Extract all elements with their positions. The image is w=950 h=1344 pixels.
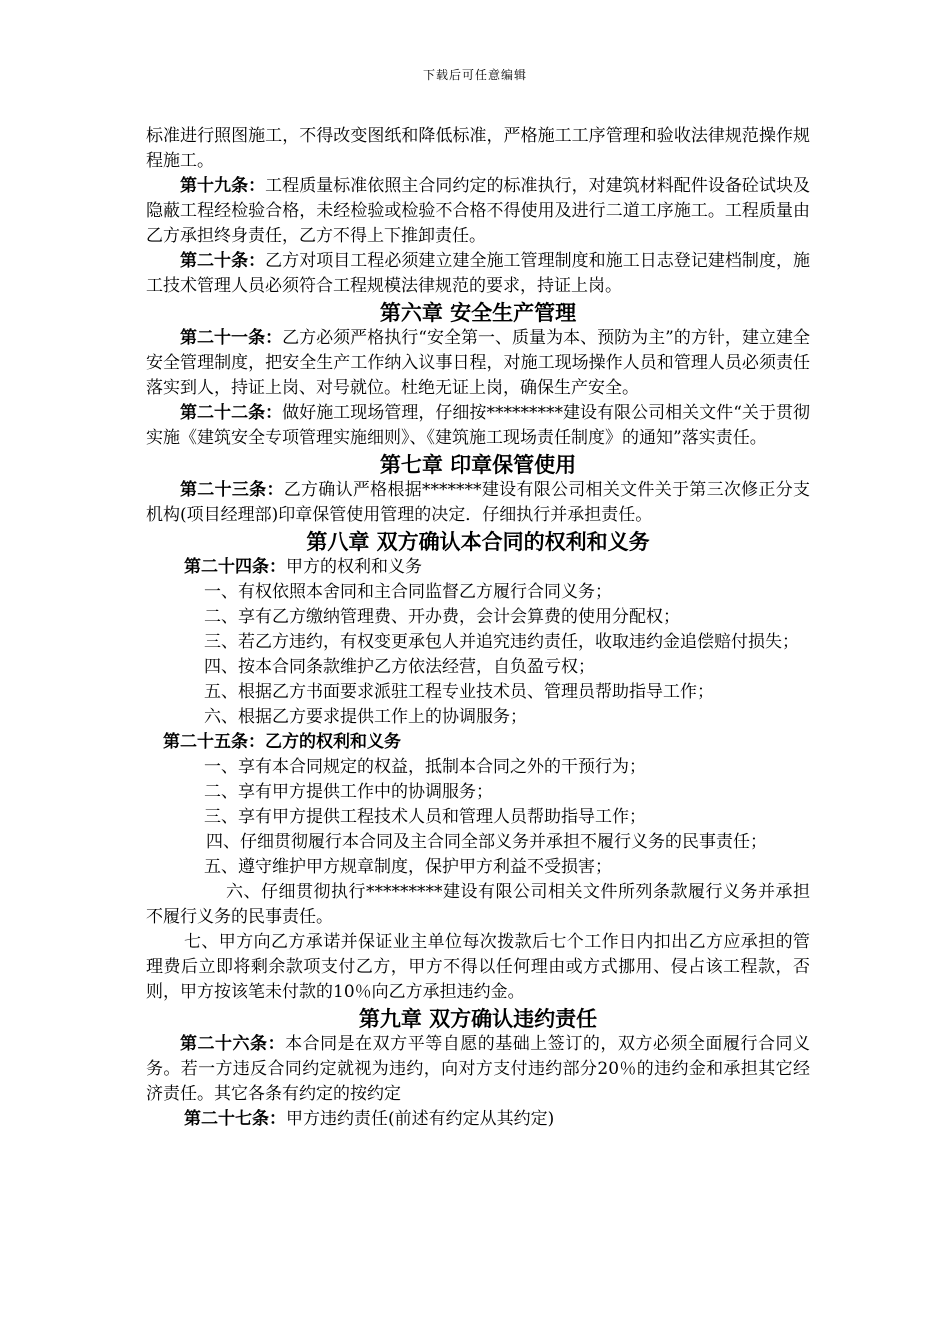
list-item: 二、享有甲方提供工作中的协调服务； bbox=[204, 782, 493, 802]
list-item: 三、享有甲方提供工程技术人员和管理人员帮助指导工作； bbox=[204, 807, 646, 827]
paragraph-continuation: 标准进行照图施工，不得改变图纸和降低标准，严格施工工序管理和验收法律规范操作规程施工。 bbox=[146, 126, 810, 171]
article-20 bbox=[146, 249, 810, 299]
article-label: 第二十七条： bbox=[184, 1109, 286, 1129]
article-21 bbox=[146, 326, 810, 401]
article-24 bbox=[146, 555, 810, 580]
article-22 bbox=[146, 401, 810, 451]
article-label: 第十九条： bbox=[180, 176, 266, 196]
article-text: 甲方违约责任(前述有约定从其约定) bbox=[286, 1109, 555, 1129]
list-item: 四、按本合同条款维护乙方依法经营，自负盈亏权； bbox=[204, 657, 595, 677]
list-item: 五、根据乙方书面要求派驻工程专业技术员、管理员帮助指导工作； bbox=[204, 682, 714, 702]
article-text: 乙方对项目工程必须建立建全施工管理制度和施工日志登记建档制度，施工技术管理人员必须符合工程规模法律规范的要求，持证上岗。 bbox=[146, 251, 811, 296]
list-item: 七、甲方向乙方承诺并保证业主单位每次拨款后七个工作日内扣出乙方应承担的管理费后立即将剩余款项支付乙方，甲方不得以任何理由或方式挪用、侵占该工程款，否则，甲方按该笔未付款的10％向乙方承担违约金。 bbox=[146, 932, 810, 1002]
list-item: 一、享有本合同规定的权益，抵制本合同之外的干预行为； bbox=[204, 757, 646, 777]
article-label: 第二十二条： bbox=[180, 403, 283, 423]
article-19 bbox=[146, 174, 810, 249]
article-text: 做好施工现场管理，仔细按*********建设有限公司相关文件“关于贯彻实施《建筑安全专项管理实施细则》、《建筑施工现场责任制度》的通知”落实责任。 bbox=[146, 403, 810, 448]
article-27 bbox=[146, 1107, 810, 1132]
article-label: 第二十一条： bbox=[180, 328, 283, 348]
list-item: 一、有权依照本舍同和主合同监督乙方履行合同义务； bbox=[204, 582, 612, 602]
article-text: 工程质量标准依照主合同约定的标准执行，对建筑材料配件设备砼试块及隐蔽工程经检验合格，未经检验或检验不合格不得使用及进行二道工序施工。工程质量由乙方承担终身责任，乙方不得上下推卸责任。 bbox=[146, 176, 811, 246]
chapter-9-heading: 第九章 双方确认违约责任 bbox=[358, 1006, 598, 1031]
article-text: 乙方确认严格根据*******建设有限公司相关文件关于第三次修正分支机构(项目经理部)印章保管使用管理的决定．仔细执行并承担责任。 bbox=[146, 480, 811, 525]
page-header: 下载后可任意编辑 bbox=[422, 68, 527, 82]
list-item: 六、根据乙方要求提供工作上的协调服务； bbox=[204, 707, 527, 727]
article-23 bbox=[146, 478, 810, 528]
article-label: 第二十三条： bbox=[180, 480, 284, 500]
list-item: 六、仔细贯彻执行*********建设有限公司相关文件所列条款履行义务并承担不履行义务的民事责任。 bbox=[146, 882, 810, 927]
chapter-6-heading: 第六章 安全生产管理 bbox=[379, 300, 577, 325]
article-25-heading: 第二十五条：乙方的权利和义务 bbox=[163, 732, 401, 752]
list-item: 五、遵守维护甲方规章制度，保护甲方利益不受损害； bbox=[204, 857, 612, 877]
list-item: 四、仔细贯彻履行本合同及主合同全部义务并承担不履行义务的民事责任； bbox=[206, 832, 767, 852]
article-text: 甲方的权利和义务 bbox=[286, 557, 422, 577]
article-label: 第二十四条： bbox=[184, 557, 286, 577]
article-text: 本合同是在双方平等自愿的基础上签订的，双方必须全面履行合同义务。若一方违反合同约定就视为违约，向对方支付违约部分20％的违约金和承担其它经济责任。其它各条有约定的按约定 bbox=[146, 1034, 811, 1104]
article-label: 第二十六条： bbox=[180, 1034, 286, 1054]
list-item: 三、若乙方违约，有权变更承包人并追究违约责任，收取违约金追偿赔付损失； bbox=[204, 632, 799, 652]
article-26 bbox=[146, 1032, 810, 1107]
article-label: 第二十条： bbox=[180, 251, 266, 271]
list-item: 二、享有乙方缴纳管理费、开办费，会计会算费的使用分配权； bbox=[204, 607, 680, 627]
article-text: 乙方必须严格执行“安全第一、质量为本、预防为主”的方针，建立建全安全管理制度，把安全生产工作纳入议事日程，对施工现场操作人员和管理人员必须责任落实到人，持证上岗、对号就位。杜绝无证上岗，确保生产安全。 bbox=[146, 328, 811, 398]
chapter-7-heading: 第七章 印章保管使用 bbox=[379, 452, 577, 477]
document-body bbox=[146, 124, 810, 1132]
chapter-8-heading: 第八章 双方确认本合同的权利和义务 bbox=[306, 529, 650, 554]
